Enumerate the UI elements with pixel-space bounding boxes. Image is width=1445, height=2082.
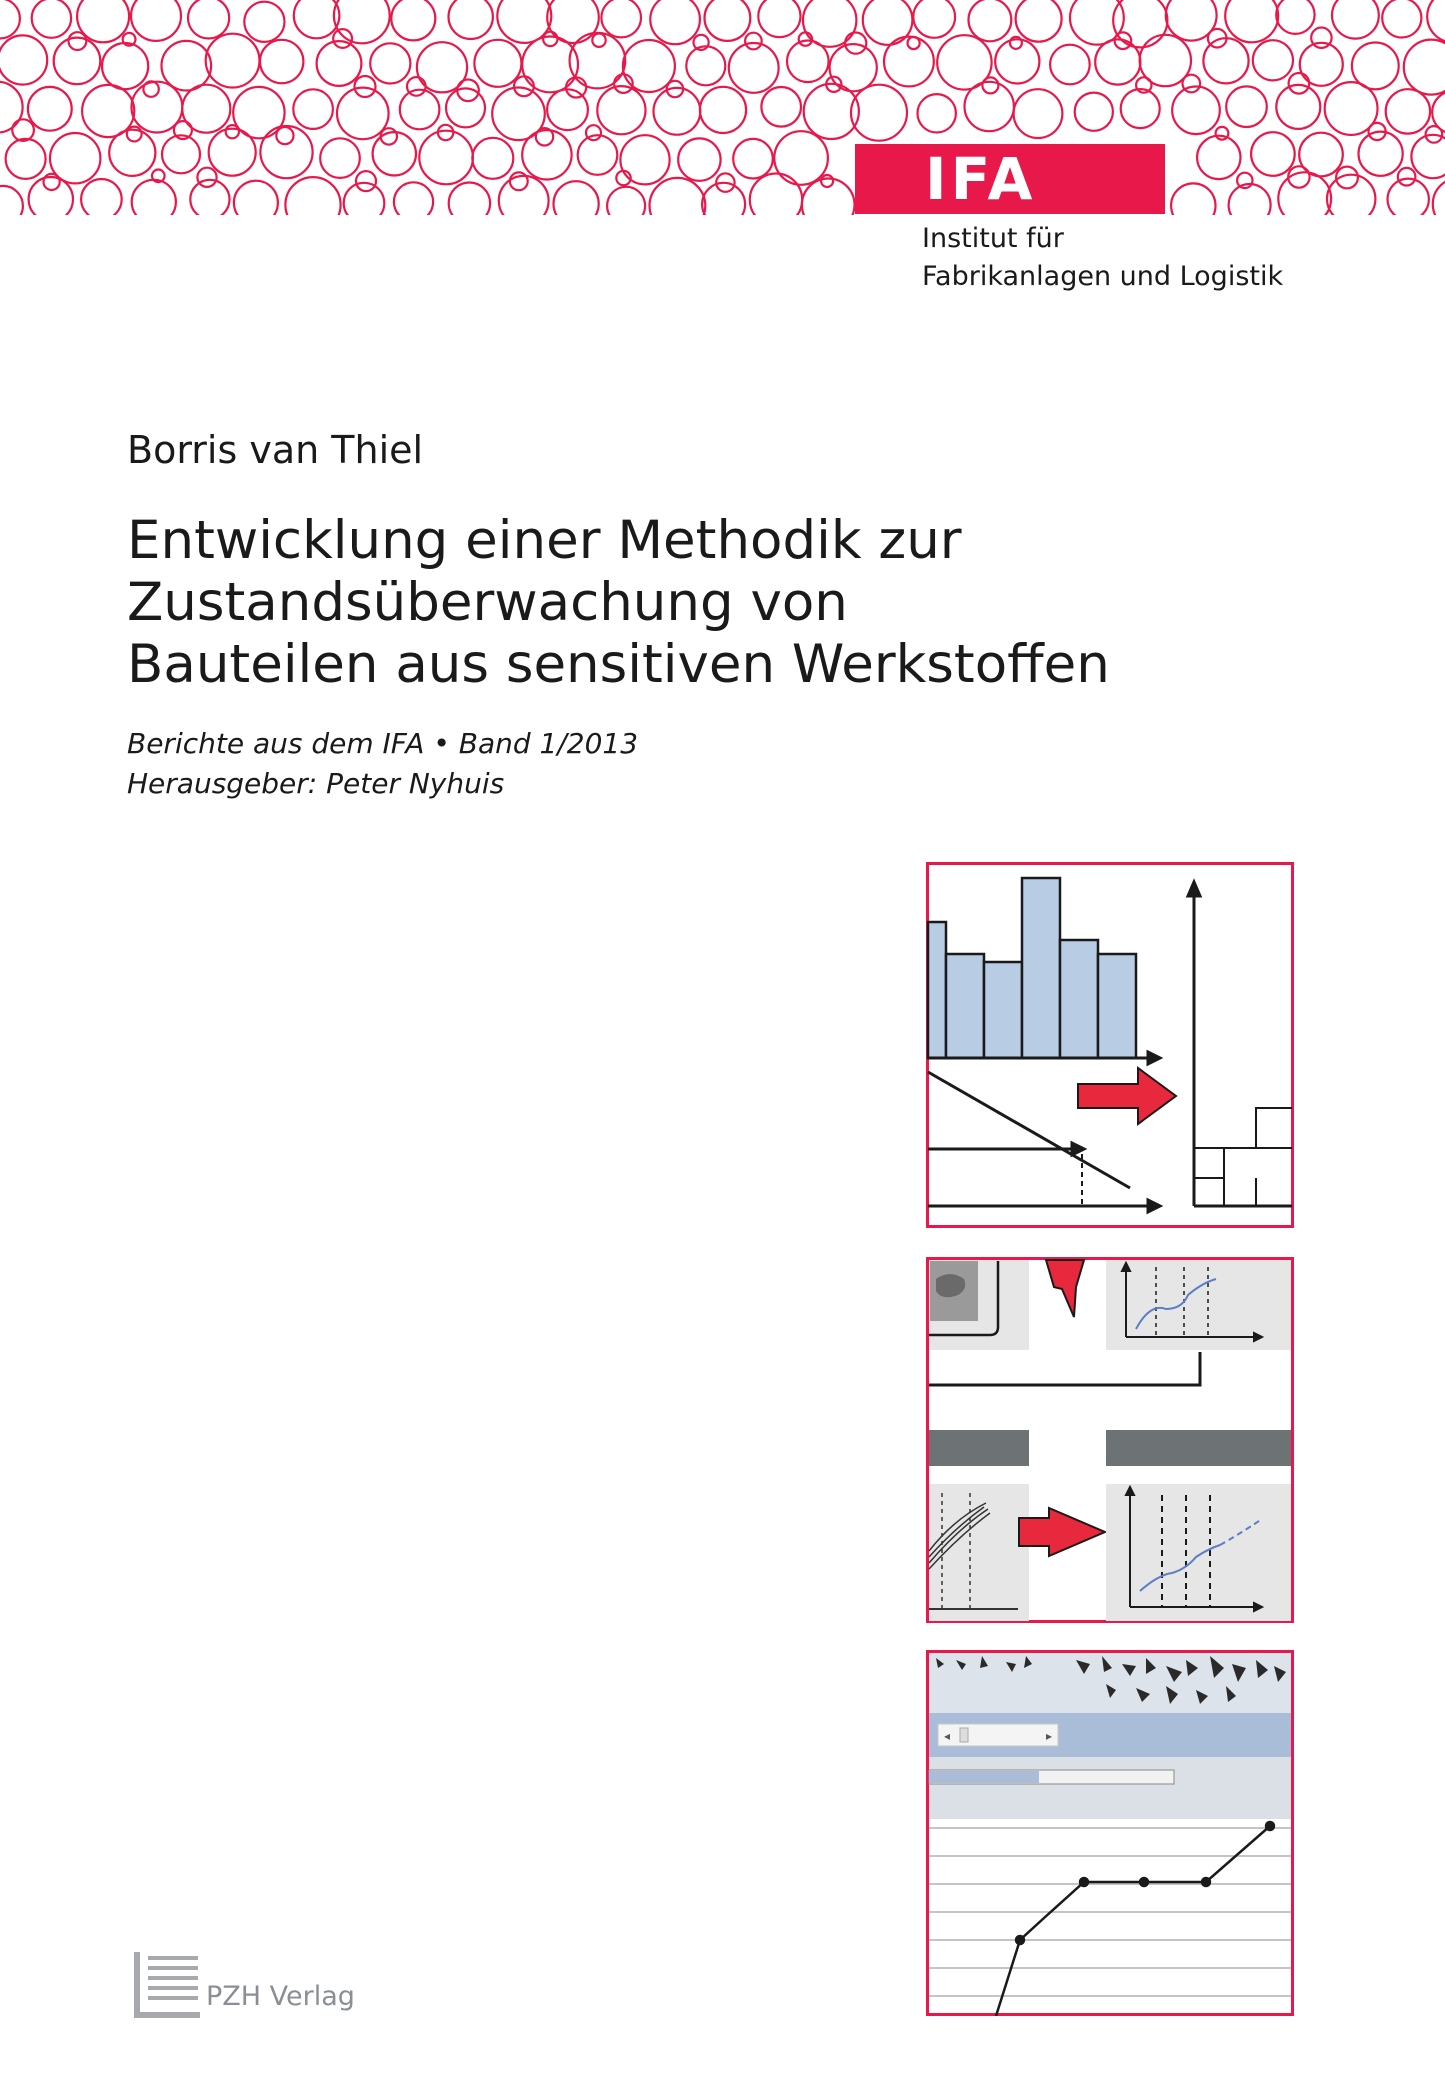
bubble-circle (0, 186, 23, 215)
ifa-logo (855, 144, 1165, 214)
bubble-circle (1382, 0, 1421, 38)
bubble-circle (0, 82, 23, 133)
bubble-circle (1427, 0, 1445, 43)
bubble-circle (1229, 184, 1271, 215)
bubble-circle (1299, 133, 1343, 177)
bubble-circle (1197, 136, 1240, 179)
bubble-circle (686, 46, 725, 85)
svg-text:◂: ◂ (944, 1729, 951, 1743)
publisher-name: PZH Verlag (206, 1981, 355, 2012)
bubble-circle (1386, 89, 1430, 133)
bubble-circle (6, 139, 46, 179)
bubble-circle (190, 180, 229, 215)
bubble-circle (1276, 0, 1314, 34)
bubble-circle (285, 177, 340, 215)
bubble-circle (82, 85, 134, 137)
bubble-circle (913, 0, 955, 38)
bubble-circle (821, 175, 833, 187)
bubble-circle (0, 0, 20, 39)
ifa-institute-name (922, 220, 1283, 296)
bubble-circle (884, 37, 934, 87)
bubble-circle (758, 0, 800, 37)
bubble-circle (1332, 0, 1379, 39)
bubble-circle (0, 35, 47, 84)
bubble-circle (601, 0, 641, 37)
bubble-circle (209, 129, 256, 176)
bubble-circle (334, 0, 390, 43)
bubble-circle (1398, 168, 1416, 186)
bubble-circle (761, 87, 801, 127)
bubble-circle (394, 182, 433, 215)
bubble-circle (1432, 91, 1445, 134)
bubble-circle (32, 0, 71, 38)
svg-text:▸: ▸ (1046, 1729, 1053, 1743)
bubble-circle (109, 130, 155, 176)
bubble-circle (1278, 172, 1331, 215)
bubble-circle (965, 82, 1014, 131)
bubble-circle (705, 0, 751, 41)
bubble-circle (729, 43, 779, 93)
bubble-circle (260, 126, 312, 178)
bubble-circle (293, 89, 333, 129)
bubble-circle (370, 43, 410, 83)
bubble-circle (1075, 93, 1113, 131)
bubble-circle (1404, 40, 1445, 95)
bubble-circle (1276, 85, 1320, 129)
bubble-circle (182, 85, 230, 133)
bubble-circle (543, 32, 557, 46)
bubble-circle (1433, 178, 1445, 215)
bubble-circle (1388, 179, 1429, 215)
bubble-circle (1050, 45, 1090, 85)
bubble-circle (28, 87, 72, 131)
bubble-circle (29, 177, 73, 215)
bubble-circle (1253, 40, 1293, 80)
bubble-circle (1014, 89, 1063, 138)
bubble-circle (1171, 183, 1215, 215)
bubble-circle (554, 181, 599, 215)
bubble-circle (50, 133, 100, 183)
bubble-circle (733, 139, 773, 179)
bubble-circle (702, 183, 745, 215)
bubble-circle (391, 0, 435, 40)
ifa-institute-line2: Fabrikanlagen und Logistik (922, 261, 1284, 292)
bubble-circle (344, 183, 385, 215)
bubble-circle (1121, 89, 1160, 128)
bubble-circle (918, 94, 956, 132)
illustration-panel-software (926, 1650, 1294, 2016)
bubble-circle (276, 127, 293, 144)
bubble-circle (499, 176, 549, 215)
bubble-circle (206, 34, 260, 88)
bubble-circle (787, 41, 829, 83)
bubble-circle (774, 131, 828, 185)
bubble-circle (162, 41, 212, 91)
bubble-circle (373, 132, 416, 175)
bubble-circle (131, 0, 181, 41)
bubble-circle (654, 88, 701, 135)
title-line3: Bauteilen aus sensitiven Werkstoffen (127, 634, 1110, 695)
bubble-circle (472, 138, 513, 179)
bubble-circle (592, 34, 605, 47)
series-info (127, 724, 638, 804)
bubble-circle (355, 76, 376, 97)
bubble-circle (1203, 38, 1248, 83)
editor-line: Herausgeber: Peter Nyhuis (127, 767, 505, 800)
bubble-circle (1226, 86, 1267, 127)
bubble-circle (333, 29, 352, 48)
bubble-circle (1300, 43, 1343, 86)
bubble-circle (547, 89, 588, 130)
ifa-logo-mark: IFA (925, 145, 1037, 213)
bubble-circle (522, 130, 571, 179)
bubble-circle (356, 171, 376, 191)
bubble-circle (1289, 73, 1310, 94)
bubble-circle (1225, 0, 1278, 42)
bubble-circle (1016, 0, 1062, 42)
bubble-circle (514, 76, 534, 96)
bubble-circle (81, 179, 122, 215)
bubble-circle (1327, 175, 1375, 215)
series-line: Berichte aus dem IFA • Band 1/2013 (127, 727, 639, 760)
bubble-circle (188, 0, 229, 39)
bubble-circle (1172, 87, 1220, 135)
bubble-circle (995, 39, 1039, 83)
bubble-pattern (0, 0, 1445, 215)
bubble-circle (54, 38, 101, 85)
bubble-circle (607, 187, 645, 215)
title-line1: Entwicklung einer Methodik zur (127, 510, 962, 571)
bubble-circle (337, 88, 389, 140)
bubble-circle (700, 87, 746, 133)
bubble-circle (982, 77, 998, 93)
bubble-circle (474, 40, 521, 87)
bubble-circle (578, 135, 618, 175)
book-title (127, 510, 1110, 696)
bubble-circle (320, 138, 360, 178)
bubble-circle (12, 119, 34, 141)
bubble-circle (566, 77, 586, 97)
illustration-panel-histogram (926, 862, 1294, 1228)
bubble-circle (449, 183, 490, 216)
bubble-circle (197, 168, 216, 187)
bubble-circle (419, 131, 473, 185)
bubble-circle (678, 138, 720, 180)
bubble-circle (234, 181, 278, 215)
bubble-circle (162, 135, 200, 173)
bubble-circle (244, 2, 284, 42)
bubble-circle (102, 43, 148, 89)
bubble-circle (438, 125, 453, 140)
bubble-circle (845, 33, 866, 54)
bubble-circle (650, 0, 700, 44)
bubble-circle (260, 40, 303, 83)
bubble-circle (294, 0, 340, 38)
bubble-circle (449, 0, 493, 39)
bubble-circle (620, 135, 669, 184)
bubble-circle (77, 0, 129, 42)
bubble-circle (969, 0, 1012, 41)
title-line2: Zustandsüberwachung von (127, 572, 848, 633)
bubble-circle (750, 174, 802, 216)
bubble-circle (863, 0, 913, 45)
bubble-circle (650, 178, 706, 215)
illustration-panel-process (926, 1257, 1294, 1623)
author-name: Borris van Thiel (127, 428, 424, 472)
pzh-publisher-logo (134, 1952, 202, 2018)
bubble-circle (132, 180, 176, 215)
ifa-institute-line1: Institut für (922, 223, 1064, 254)
bubble-circle (745, 33, 762, 50)
bubble-circle (446, 88, 485, 127)
bubble-circle (1251, 132, 1295, 176)
